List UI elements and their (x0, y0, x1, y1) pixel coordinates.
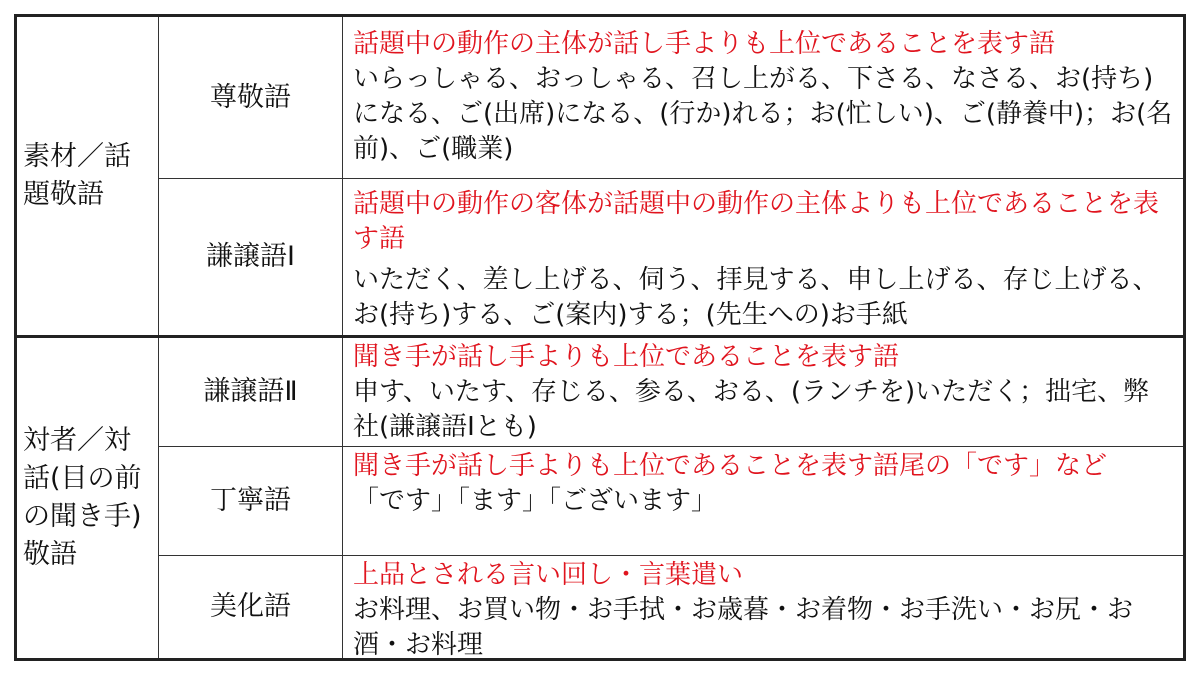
type-label-kenjougo-2: 謙譲語Ⅱ (203, 376, 298, 407)
example-text: 「です」「ます」「ございます」 (353, 486, 718, 516)
content-sonkeigo (343, 27, 1183, 178)
type-label-sonkeigo: 尊敬語 (210, 81, 291, 113)
definition-text: 話題中の動作の客体が話題中の動作の主体よりも上位であることを表す語 (353, 189, 1160, 254)
definition-text: 上品とされる言い回し・言葉遣い (353, 560, 744, 590)
example-text: 申す、いたす、存じる、参る、おる、(ランチを)いただく；拙宅、弊社(謙譲語Ⅰとも) (353, 377, 1150, 442)
definition-text: 聞き手が話し手よりも上位であることを表す語 (353, 342, 900, 372)
type-label-kenjougo-1: 謙譲語Ⅰ (206, 241, 295, 272)
type-label-bikago: 美化語 (210, 591, 291, 622)
example-text: いらっしゃる、おっしゃる、召し上がる、下さる、なさる、お(持ち)になる、ご(出席)になる、(行か)れる；お(忙しい)、ご(静養中)；お(名前)、ご(職業) (353, 64, 1173, 164)
definition-text: 話題中の動作の主体が話し手よりも上位であることを表す語 (353, 29, 1056, 59)
content-teineigo (343, 449, 1183, 555)
content-kenjougo-1 (343, 187, 1183, 335)
content-bikago (343, 558, 1183, 658)
category-label-addressee-honorific: 対者／対 話(目の前 の聞き手) 敬語 (23, 425, 142, 570)
example-text: お料理、お買い物・お手拭・お歳暮・お着物・お手洗い・お尻・お酒・お料理 (353, 595, 1134, 660)
keigo-table (14, 14, 1186, 661)
type-label-teineigo: 丁寧語 (210, 485, 291, 516)
category-label-subject-honorific: 素材／話 題敬語 (23, 141, 131, 210)
content-kenjougo-2 (343, 340, 1183, 446)
example-text: いただく、差し上げる、伺う、拝見する、申し上げる、存じ上げる、お(持ち)する、ご(案内)する；(先生への)お手紙 (353, 265, 1159, 330)
definition-text: 聞き手が話し手よりも上位であることを表す語尾の「です」など (353, 451, 1108, 481)
